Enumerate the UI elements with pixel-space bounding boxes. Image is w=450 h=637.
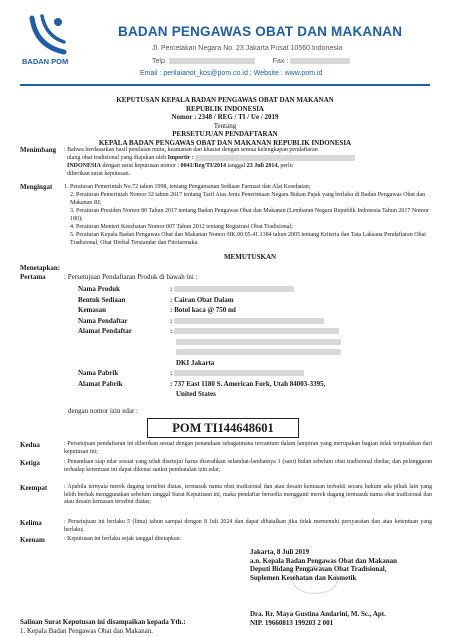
- agency-logo: [28, 12, 72, 56]
- field-value: : 737 East 1180 S. American Fork, Utah 84003-3395,: [170, 379, 326, 388]
- clause-label-keempat: Keempat: [20, 484, 48, 492]
- importir-label: Importir :: [167, 155, 194, 161]
- field-key: Kemasan: [78, 306, 106, 314]
- menimbang-text-f: tanggal: [227, 163, 246, 169]
- mengingat-item: 2. Peraturan Pemerintah Nomor 32 tahun 2017 tentang Tarif Atas Jenis Penerimaan Negara Bukan Pajak yang berlaku di Badan Pengawas Obat dan Makanan RI;: [70, 192, 426, 206]
- mengingat-item: 1. Peraturan Pemerintah No.72 tahun 1998, tentang Pengamanan Sediaan Farmasi dan Alat Kesehatan;: [64, 184, 311, 190]
- registrant-city: DKI Jakarta: [176, 358, 215, 367]
- fax-label: Fax :: [272, 58, 289, 65]
- clause-label-keenam: Keenam: [20, 536, 45, 544]
- header-divider: [20, 84, 430, 86]
- title-line-1: KEPUTUSAN KEPALA BADAN PENGAWAS OBAT DAN MAKANAN: [116, 96, 334, 104]
- field-key: Alamat Pendaftar: [78, 327, 132, 335]
- menimbang-label: Menimbang: [20, 146, 57, 154]
- clause-text-kedua: : Persetujuan pendaftaran ini diberikan sesuai dengan penandaan sebagaimana tercantum dalam lampiran yang merupakan bagian tidak terpisahkan dari keputusan ini;: [64, 441, 432, 455]
- clause-label-ketiga: Ketiga: [20, 459, 40, 467]
- pertama-intro: : Persetujuan Pendaftaran Produk di bawah ini :: [64, 273, 198, 281]
- clause-text-kelima: : Persetujuan ini berlaku 5 (lima) tahun sampai dengan 8 Juli 2024 dan dapat dibatalkan jika tidak memenuhi persyaratan dan atau ketentuan yang berlaku;: [64, 519, 432, 533]
- signature-line-3: Suplemen Kesehatan dan Kosmetik: [250, 573, 357, 582]
- factory-country: United States: [176, 390, 216, 398]
- previous-decree-date: 23 Juli 2014,: [246, 163, 279, 169]
- mengingat-item: 3. Peraturan Presiden Nomor 80 Tahun 2017 tentang Badan Pengawas Obat dan Makanan (Lembaran Negara Republik Indonesia Tahun 2017 Nomor 180);: [70, 208, 429, 222]
- field-row: [78, 316, 428, 327]
- field-value: :: [170, 285, 173, 293]
- signatory-name: Dra. Rr. Maya Gustina Andarini, M. Sc., Apt.: [250, 610, 386, 618]
- redacted-address-2: [176, 339, 341, 345]
- title-authority: KEPALA BADAN PENGAWAS OBAT DAN MAKANAN REPUBLIK INDONESIA: [98, 138, 352, 147]
- signatory: [250, 610, 440, 627]
- official-stamp: [292, 566, 338, 594]
- redacted-phone: [169, 58, 255, 64]
- clause-label-kelima: Kelima: [20, 519, 42, 527]
- title-subject: PERSETUJUAN PENDAFTARAN: [172, 130, 278, 138]
- field-row: [78, 326, 428, 337]
- menimbang-line-3: [64, 162, 432, 170]
- memutuskan-heading: MEMUTUSKAN: [223, 253, 277, 261]
- redacted-registrant-address: [174, 328, 339, 334]
- agency-name: BADAN PENGAWAS OBAT DAN MAKANAN: [118, 24, 403, 39]
- clause-text-ketiga: : Penandaan siap edar sesuai yang telah disetujui harus diserahkan selambat-lambatnya 1 (satu) bulan sebelum obat tradisional diedar, dan pelanggaran terhadap ketentuan ini dapat dikenai sanksi pembatalan izin edar;: [64, 459, 432, 473]
- redacted-address-line: [78, 337, 428, 348]
- copy-recipients: [20, 618, 240, 635]
- menimbang-line-1: : Bahwa berdasarkan hasil penilaian mutu, keamanan dan khasiat dengan semua kelengkapan pendaftaran: [64, 147, 318, 153]
- menimbang-text-h: perlu: [280, 163, 293, 169]
- copy-item: 1. Kepala Badan Pengawas Obat dan Makanan.: [20, 626, 153, 635]
- pertama-label: Pertama: [20, 273, 46, 281]
- mengingat-item: 4. Peraturan Menteri Kesehatan Nomor 007 Tahun 2012 tentang Registrasi Obat Tradisional;: [70, 224, 293, 230]
- menimbang-text: [64, 146, 432, 178]
- field-row: [78, 295, 428, 306]
- field-row: [78, 368, 428, 379]
- field-key: Nama Pabrik: [78, 369, 119, 377]
- mengingat-item: 5. Peraturan Kepala Badan Pengawas Obat dan Makanan Nomor HK.00.05.41.1384 tahun 2005 tentang Kriteria dan Tata Laksana Pendaftaran Obat Tradisional, Obat Herbal Terstandar dan Fitofarmaka.: [70, 232, 426, 246]
- product-fields: [78, 284, 428, 400]
- field-key: Nama Produk: [78, 285, 121, 293]
- decree-title: [20, 96, 430, 147]
- signature-block: [250, 548, 440, 582]
- menimbang-country: INDONESIA: [67, 163, 102, 169]
- signature-line-2: Deputi Bidang Pengawasan Obat Tradisional,: [250, 565, 387, 573]
- phone-fax-line: [152, 58, 392, 65]
- izin-label: dengan nomor izin edar :: [68, 407, 138, 415]
- field-row: [78, 379, 428, 390]
- clause-text-keenam: : Keputusan ini berlaku sejak tanggal ditetapkan.: [64, 536, 182, 542]
- field-row: [78, 284, 428, 295]
- redacted-product-name: [174, 286, 294, 292]
- menimbang-line-2: [64, 154, 432, 162]
- redacted-factory-name: [174, 370, 304, 376]
- redacted-importer: [195, 155, 355, 161]
- agency-address: Jl. Percetakan Negara No. 23 Jakarta Pusat 10560 Indonesia: [152, 45, 343, 52]
- copy-label: Salinan Surat Keputusan ini disampaikan kepada Yth.:: [20, 618, 186, 626]
- redacted-fax: [290, 58, 350, 64]
- field-value: : Botol kaca @ 750 ml: [170, 306, 236, 314]
- logo-caption: BADAN POM: [22, 57, 69, 66]
- redacted-address-3: [176, 349, 341, 355]
- previous-decree-number: 0041/Reg/TI/2014: [180, 163, 227, 169]
- title-tentang: Tentang: [213, 121, 237, 130]
- clause-text-keempat: : Apabila ternyata merek dagang tersebut diatas, termasuk nama obat tradisional dan atau desain kemasan terbukti secara hukum ada pihak lain yang lebih berhak menggunakan sebelum tanggal Surat Keputusan ini, maka pendaftar bersedia mengganti merek dagang termasuk nama obat tradisional dan atau desain kemasan tersebut diatas;: [64, 484, 432, 505]
- field-row: [78, 305, 428, 316]
- field-key: Nama Pendaftar: [78, 316, 128, 325]
- field-value: : Cairan Obat Dalam: [170, 295, 234, 304]
- signatory-nip: NIP. 19660813 199203 2 001: [250, 618, 334, 627]
- agency-contact: Email : perilaianot_kos@pom.co.id ; Website : www.pom.id: [140, 70, 323, 77]
- signature-place-date: Jakarta, 8 Juli 2019: [250, 548, 310, 556]
- decree-number: Nomor : 2348 / REG / TI / Ue / 2019: [171, 113, 279, 121]
- mengingat-list: [64, 183, 432, 247]
- pom-number: POM TI144648601: [172, 421, 274, 435]
- field-key: Bentuk Sediaan: [78, 295, 126, 304]
- mengingat-label: Mengingat: [20, 183, 53, 191]
- redacted-address-line: [78, 347, 428, 358]
- field-value: :: [170, 316, 173, 325]
- field-value: :: [170, 327, 173, 335]
- pom-number-box: [147, 418, 299, 438]
- field-key: Alamat Pabrik: [78, 379, 123, 388]
- field-value: :: [170, 369, 173, 377]
- telp-label: Telp.: [152, 58, 167, 65]
- signature-line-1: a.n. Kepala Badan Pengawas Obat dan Makanan: [250, 556, 398, 565]
- title-line-2: REPUBLIK INDONESIA: [186, 104, 264, 113]
- menimbang-line-4: diberikan surat keputusan.: [67, 171, 131, 177]
- menetapkan-label: Menetapkan:: [20, 264, 61, 272]
- menimbang-text-b: ulang obat tradisional yang diajukan oleh: [67, 155, 167, 161]
- clause-label-kedua: Kedua: [20, 441, 40, 449]
- menimbang-text-d: dengan surat keputusan nomor :: [102, 163, 180, 169]
- redacted-registrant: [174, 318, 324, 324]
